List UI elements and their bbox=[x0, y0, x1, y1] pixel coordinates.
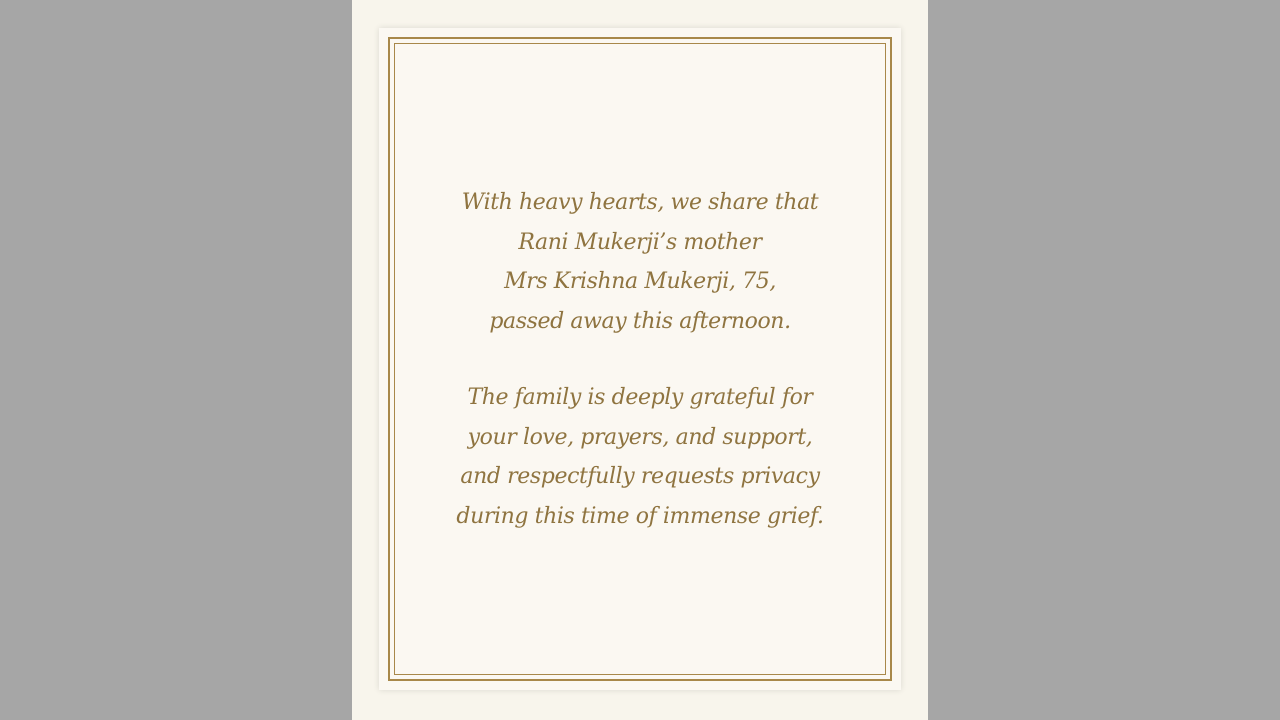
announcement-paragraph bbox=[379, 183, 901, 341]
gratitude-line: your love, prayers, and support, bbox=[467, 424, 813, 450]
condolence-message bbox=[379, 183, 901, 536]
paragraph-spacer bbox=[379, 341, 901, 378]
gratitude-line: and respectfully requests privacy bbox=[460, 464, 820, 489]
gratitude-line: during this time of immense grief. bbox=[456, 503, 824, 529]
announcement-line: Mrs Krishna Mukerji, 75, bbox=[504, 269, 776, 294]
gratitude-line: The family is deeply grateful for bbox=[467, 385, 813, 410]
condolence-card bbox=[379, 28, 901, 690]
announcement-line: passed away this afternoon. bbox=[489, 308, 791, 334]
announcement-line: Rani Mukerji’s mother bbox=[518, 229, 762, 255]
image-viewer-stage bbox=[352, 0, 928, 720]
announcement-line: With heavy hearts, we share that bbox=[461, 190, 819, 215]
gratitude-paragraph bbox=[379, 378, 901, 536]
